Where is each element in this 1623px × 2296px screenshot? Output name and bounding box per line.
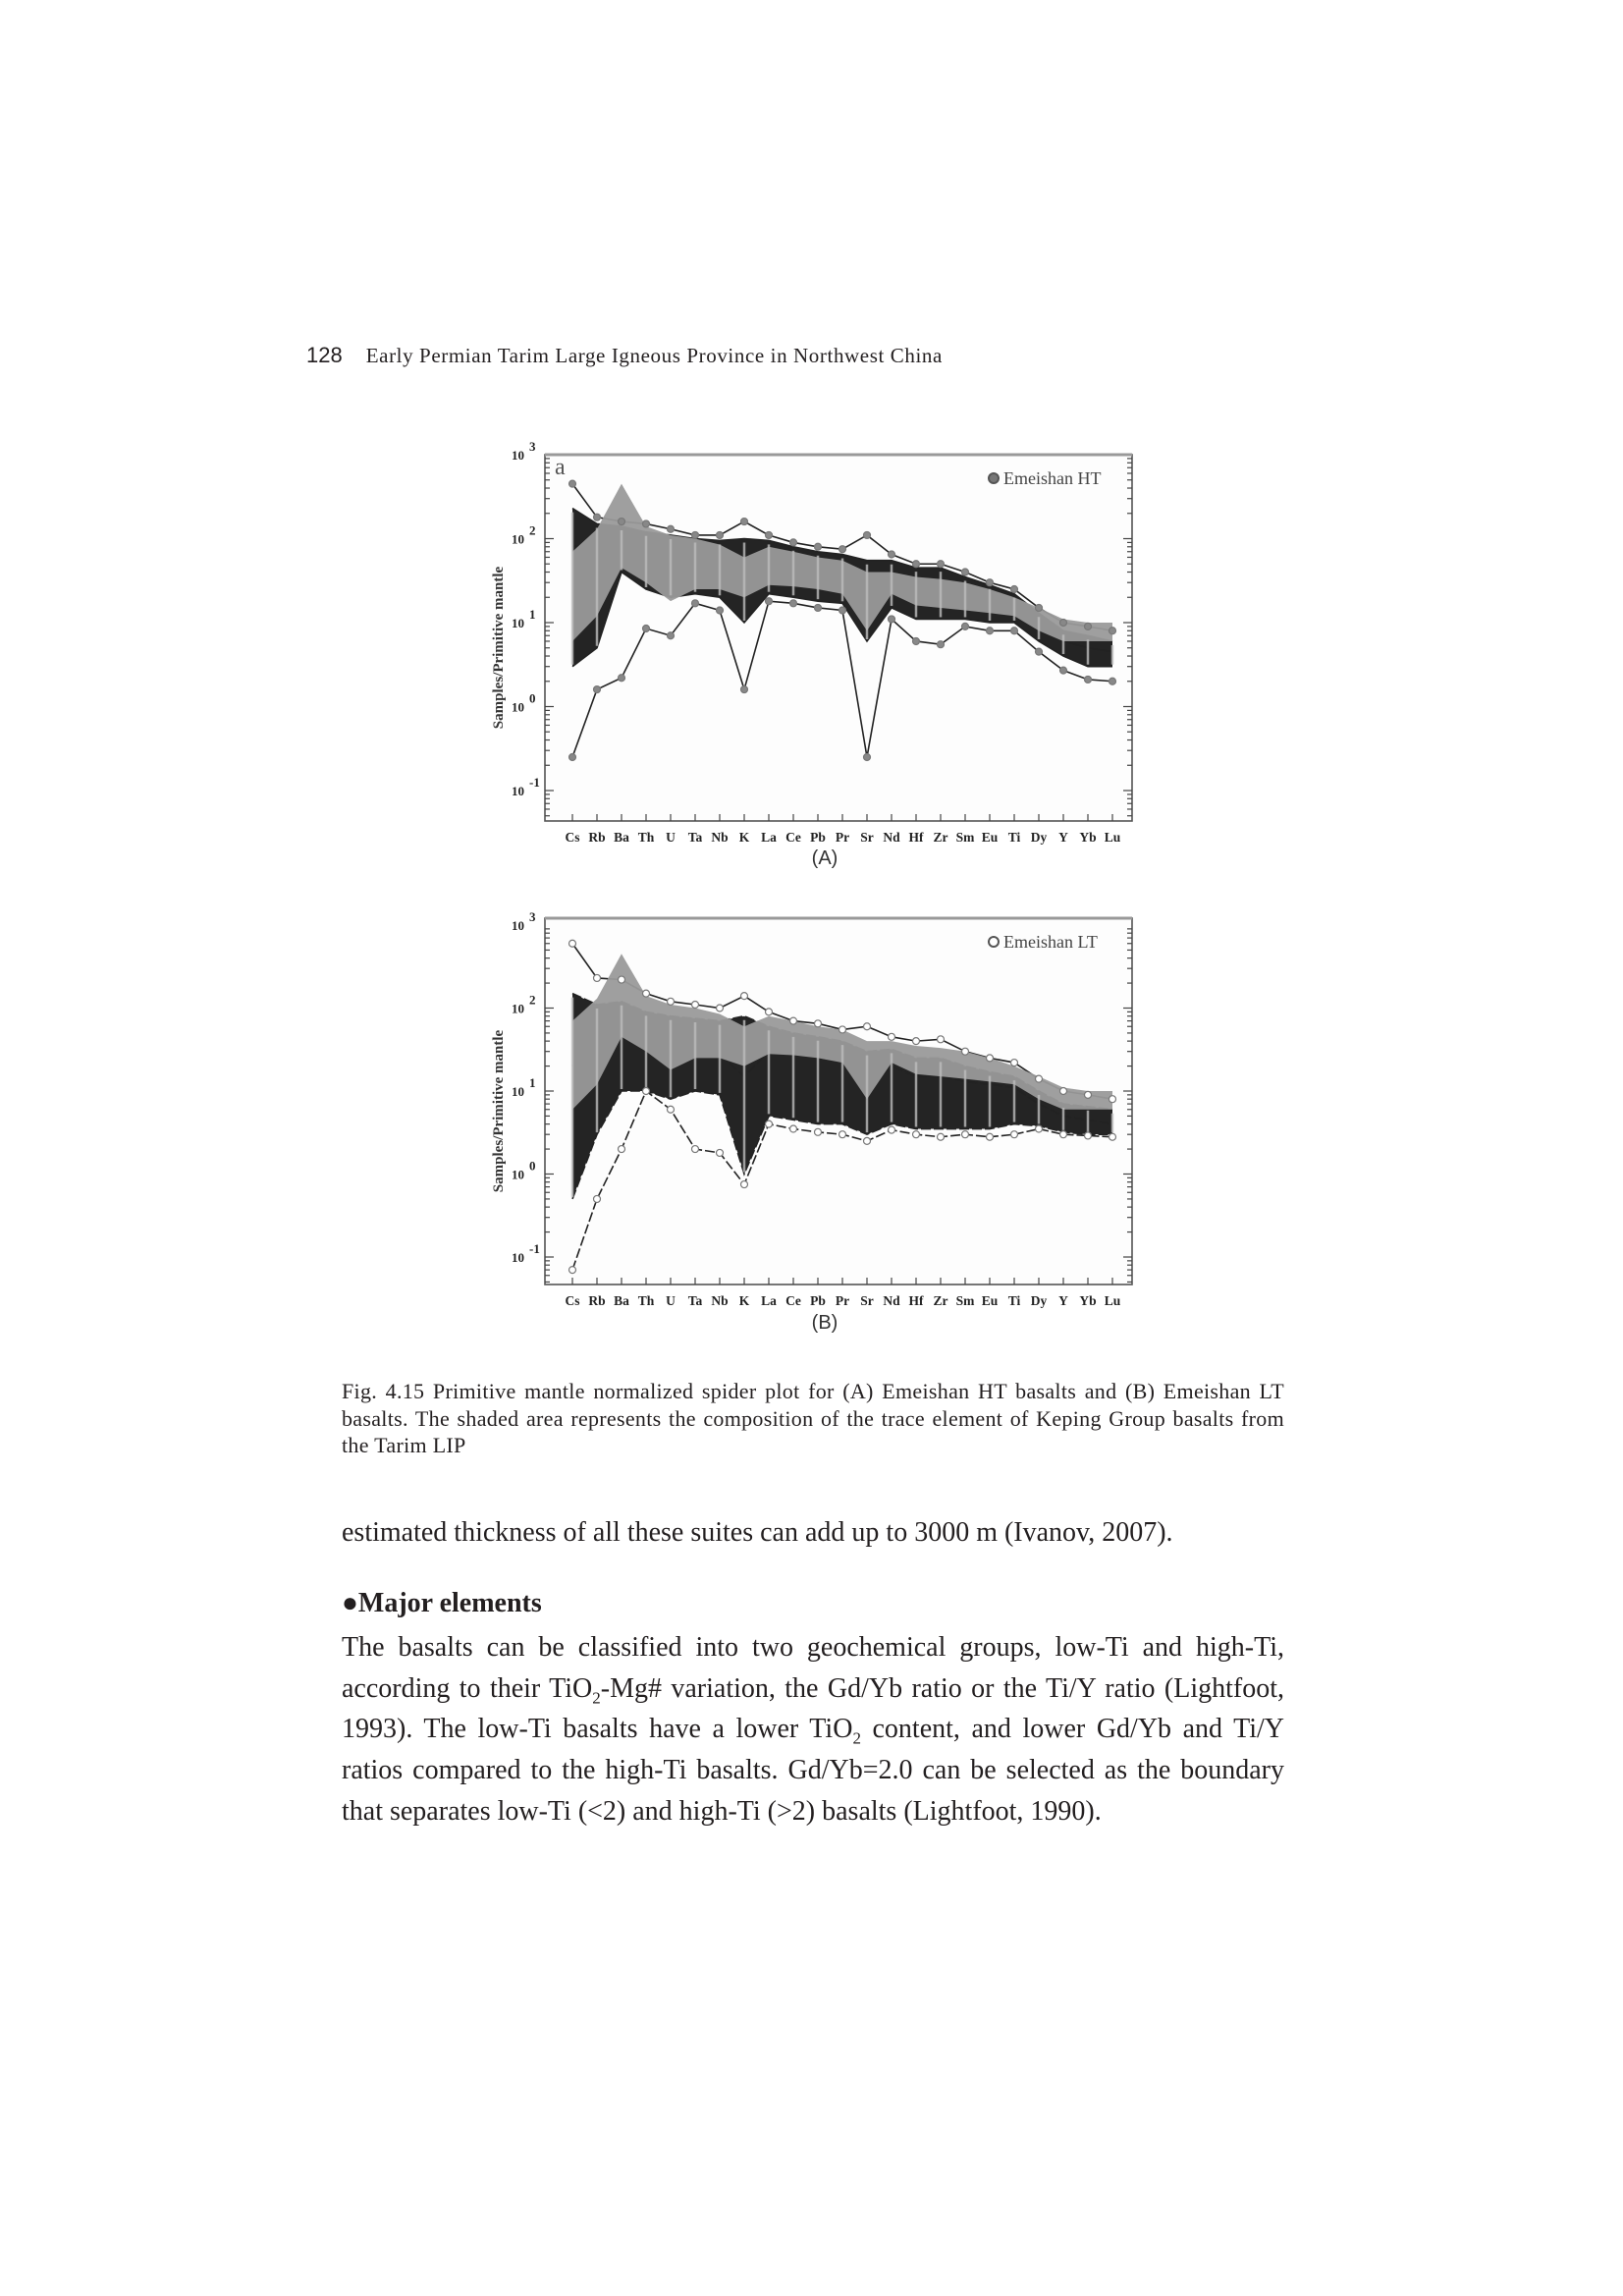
data-point [619,675,625,682]
legend-label: Emeishan HT [1003,468,1102,488]
data-point [1036,1075,1043,1082]
data-point [643,990,650,997]
data-point [594,974,601,981]
data-point [1036,604,1043,611]
x-tick-label: La [761,1293,777,1308]
caption-text: Fig. 4.15 Primitive mantle normalized spider plot for (A) Emeishan HT basalts and (B) Emeishan LT basalts. The shaded area represents the composition of the trace element of Keping Group basalts from the Tarim LIP [342,1379,1284,1457]
x-tick-label: Nd [883,1293,900,1308]
section-heading-text: Major elements [357,1588,542,1618]
data-point [766,1009,773,1015]
data-point [594,514,601,520]
x-tick-label: U [666,830,676,845]
paragraph-1 [342,1512,1284,1554]
panel-label: (A) [811,847,839,869]
x-tick-label: Nb [711,830,729,845]
data-point [864,753,871,760]
legend-marker-icon [989,473,999,483]
data-point [766,598,773,605]
data-point [668,525,675,532]
data-point [815,604,822,611]
data-point [1085,1132,1092,1139]
x-tick-label: Y [1058,830,1068,845]
data-point [1085,1091,1092,1098]
data-point [619,1146,625,1153]
data-point [962,1048,969,1055]
x-tick-label: Yb [1079,830,1097,845]
data-point [962,569,969,575]
data-point [1085,623,1092,629]
x-tick-label: Sr [860,830,874,845]
paragraph-2 [342,1627,1284,1832]
data-point [839,1026,846,1033]
y-tick-exponent: 1 [529,1075,536,1090]
data-point [913,561,920,568]
x-tick-label: U [666,1293,676,1308]
y-tick-exponent: -1 [529,775,540,790]
y-axis-label: Samples/Primitive mantle [491,566,507,730]
x-tick-label: Dy [1030,830,1048,845]
x-tick-label: Cs [565,1293,580,1308]
panel-tag: a [555,455,566,480]
data-point [569,753,576,760]
section-heading [342,1588,542,1619]
y-tick-label: 10 [512,1084,524,1099]
x-tick-label: Th [637,830,655,845]
x-tick-label: K [738,1293,750,1308]
data-point [569,940,576,947]
data-point [1011,1060,1018,1066]
x-tick-label: Pr [835,830,850,845]
y-tick-label: 10 [512,1250,524,1265]
data-point [987,579,994,586]
data-point [815,543,822,550]
x-tick-label: K [738,830,750,845]
x-tick-label: Sm [955,1293,975,1308]
data-point [889,1033,895,1040]
data-point [668,632,675,639]
data-point [619,976,625,983]
data-point [1060,1088,1067,1095]
data-point [717,531,724,538]
data-point [643,520,650,527]
data-point [717,607,724,614]
x-tick-label: Eu [981,1293,999,1308]
data-point [692,1002,699,1009]
running-title: Early Permian Tarim Large Igneous Province in Northwest China [365,344,943,367]
data-point [692,600,699,607]
data-point [913,637,920,644]
y-tick-label: 10 [512,918,524,933]
x-tick-label: La [761,830,777,845]
panel-label: (B) [811,1312,839,1334]
data-point [692,1146,699,1153]
x-tick-label: Eu [981,830,999,845]
x-tick-label: Th [637,1293,655,1308]
y-tick-exponent: 2 [529,522,536,538]
x-tick-label: Ce [785,830,801,845]
x-tick-label: Hf [908,830,924,845]
data-point [839,1131,846,1138]
data-point [1036,1125,1043,1132]
data-point [668,998,675,1005]
data-point [889,616,895,623]
data-point [987,1055,994,1062]
data-point [1085,676,1092,683]
data-point [889,1126,895,1133]
paragraph-1-text: estimated thickness of all these suites can add up to 3000 m (Ivanov, 2007). [342,1517,1173,1548]
paragraph-2-text-c: content, and lower Gd/Yb and Ti/Y ratios compared to the high-Ti basalts. Gd/Yb=2.0 can be selected as the boundary that separates low-Ti (<2) and high-Ti (>2) basalts (Lightfoot, 1990). [342,1714,1284,1827]
data-point [619,519,625,525]
data-point [741,519,748,525]
y-tick-exponent: 3 [529,439,536,454]
data-point [717,1149,724,1156]
x-tick-label: Yb [1079,1293,1097,1308]
y-axis-label: Samples/Primitive mantle [491,1029,507,1193]
y-tick-label: 10 [512,784,524,798]
legend-label: Emeishan LT [1003,932,1098,952]
data-point [839,607,846,614]
page-number: 128 [306,343,343,367]
data-point [790,1017,797,1024]
x-tick-label: Pb [810,830,826,845]
x-tick-label: Cs [565,830,580,845]
data-point [766,1121,773,1127]
x-tick-label: Ce [785,1293,801,1308]
y-tick-exponent: 0 [529,1158,536,1174]
x-tick-label: Zr [933,830,948,845]
data-point [1109,1133,1116,1140]
chart-panel-a [491,439,1132,869]
y-tick-exponent: 1 [529,607,536,622]
data-point [717,1005,724,1011]
x-tick-label: Ba [614,830,629,845]
paragraph-2-text-b: -Mg# variation, the Gd/Yb ratio or the Ti/Y ratio (Lightfoot, 1993). The low-Ti basalts have a lower TiO [342,1672,1284,1745]
y-tick-exponent: -1 [529,1241,540,1256]
chart-panel-b [491,909,1132,1334]
data-point [987,628,994,634]
data-point [889,551,895,558]
x-tick-label: Dy [1030,1293,1048,1308]
x-tick-label: Ba [614,1293,629,1308]
data-point [938,561,945,568]
x-tick-label: Sm [955,830,975,845]
x-tick-label: Lu [1104,1293,1121,1308]
data-point [1060,620,1067,627]
data-point [864,1023,871,1030]
y-tick-label: 10 [512,1167,524,1182]
x-tick-label: Rb [588,1293,606,1308]
paragraph-2-text-a: The basalts can be classified into two geochemical groups, low-Ti and high-Ti, according to their TiO [342,1632,1284,1704]
figure-caption [342,1378,1284,1459]
x-tick-label: Ti [1007,1293,1021,1308]
bullet-icon: ● [342,1588,358,1618]
data-point [594,686,601,693]
data-point [987,1133,994,1140]
data-point [938,641,945,648]
data-point [766,531,773,538]
data-point [962,623,969,629]
data-point [815,1128,822,1135]
data-point [1109,678,1116,684]
data-point [938,1036,945,1043]
data-point [790,539,797,546]
data-point [1011,628,1018,634]
x-tick-label: Nb [711,1293,729,1308]
y-tick-label: 10 [512,1001,524,1016]
data-point [790,600,797,607]
x-tick-label: Hf [908,1293,924,1308]
data-point [864,1137,871,1144]
data-point [962,1131,969,1138]
legend-marker-icon [989,937,999,947]
x-tick-label: Nd [883,830,900,845]
x-tick-label: Y [1058,1293,1068,1308]
data-point [913,1038,920,1045]
data-point [1109,1096,1116,1103]
data-point [790,1125,797,1132]
y-tick-exponent: 2 [529,992,536,1008]
data-point [938,1133,945,1140]
data-point [643,626,650,632]
x-tick-label: Zr [933,1293,948,1308]
data-point [741,1181,748,1188]
y-tick-label: 10 [512,531,524,547]
data-point [1060,1131,1067,1138]
y-tick-label: 10 [512,448,524,463]
y-tick-exponent: 3 [529,909,536,924]
x-tick-label: Sr [860,1293,874,1308]
data-point [1060,667,1067,674]
subscript-2: 2 [592,1688,601,1708]
y-tick-exponent: 0 [529,690,536,706]
x-tick-label: Pr [835,1293,850,1308]
x-tick-label: Rb [588,830,606,845]
y-tick-label: 10 [512,699,524,715]
x-tick-label: Ti [1007,830,1021,845]
x-tick-label: Ta [687,1293,703,1308]
data-point [815,1020,822,1027]
data-point [594,1195,601,1202]
data-point [913,1131,920,1138]
data-point [839,546,846,553]
y-tick-label: 10 [512,616,524,630]
data-point [1109,628,1116,634]
x-tick-label: Ta [687,830,703,845]
data-point [569,480,576,487]
data-point [668,1106,675,1113]
data-point [643,1088,650,1095]
data-point [1036,648,1043,655]
x-tick-label: Pb [810,1293,826,1308]
data-point [569,1267,576,1274]
data-point [692,531,699,538]
data-point [1011,585,1018,592]
data-point [741,993,748,1000]
subscript-2: 2 [852,1729,861,1748]
x-tick-label: Lu [1104,830,1121,845]
data-point [864,531,871,538]
data-point [741,686,748,693]
data-point [1011,1131,1018,1138]
